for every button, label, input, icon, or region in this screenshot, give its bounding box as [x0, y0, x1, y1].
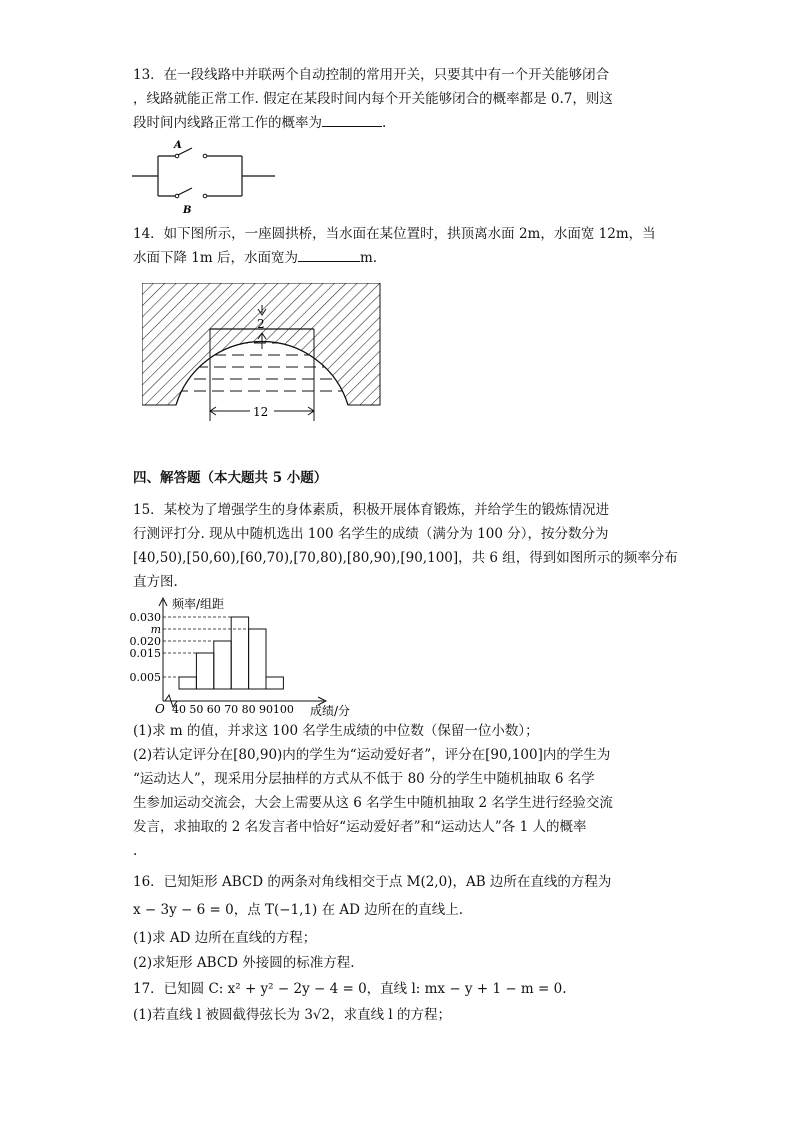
- q15-line-2: 行测评打分. 现从中随机选出 100 名学生的成绩（满分为 100 分），按分数分为: [133, 526, 609, 542]
- frequency-histogram: [128, 596, 373, 718]
- q15-part-2-line-3: 生参加运动交流会，大会上需要从这 6 名学生中随机抽取 2 名学生进行经验交流: [133, 795, 613, 811]
- histogram-bar-3: [214, 641, 231, 689]
- switch-a-label: A: [174, 140, 182, 151]
- x-tick-label-3: 60: [206, 703, 221, 716]
- x-tick-label-5: 80: [241, 703, 256, 716]
- q13-line-2: ，线路就能正常工作. 假定在某段时间内每个开关能够闭合的概率都是 0.7，则这: [133, 91, 613, 107]
- q16-part-1: (1)求 AD 边所在直线的方程；: [133, 930, 317, 946]
- q15-part-2-line-5: .: [133, 843, 138, 859]
- q14-answer-blank: [298, 249, 360, 262]
- histogram-bar-6: [266, 677, 283, 689]
- histogram-bar-4: [231, 617, 248, 689]
- q15-part-1: (1)求 m 的值，并求这 100 名学生成绩的中位数（保留一位小数）；: [133, 723, 539, 739]
- q14-unit: m.: [359, 250, 378, 266]
- y-tick-label-3: 0.020: [129, 635, 161, 648]
- q14-line-1: 14．如下图所示，一座圆拱桥，当水面在某位置时，拱顶离水面 2m，水面宽 12m，当: [133, 226, 656, 242]
- q13-answer-blank: [322, 114, 382, 127]
- q15-part-2-line-2: “运动达人”，现采用分层抽样的方式从不低于 80 分的学生中随机抽取 6 名学: [133, 771, 595, 787]
- x-axis-label: 成绩/分: [310, 704, 351, 718]
- q15-line-3: [40,50),[50,60),[60,70),[70,80),[80,90),[90,100]，共 6 组，得到如图所示的频率分布: [133, 550, 678, 566]
- x-tick-label-1: 40: [172, 703, 186, 716]
- q15-line-4: 直方图.: [133, 574, 178, 590]
- histogram-bar-5: [249, 629, 266, 689]
- water-width-label: 12: [253, 405, 269, 419]
- x-tick-label-4: 70: [224, 703, 239, 716]
- arch-height-label: 2: [257, 317, 265, 331]
- y-axis-label: 频率/组距: [172, 597, 225, 611]
- q13-line-1: 13．在一段线路中并联两个自动控制的常用开关，只要其中有一个开关能够闭合: [133, 67, 610, 83]
- x-tick-label-2: 50: [189, 703, 204, 716]
- q17-line-1: 17．已知圆 C: x² + y² − 2y − 4 = 0，直线 l: mx − y + 1 − m = 0.: [133, 981, 567, 997]
- q17-part-1: (1)若直线 l 被圆截得弦长为 3√2，求直线 l 的方程；: [133, 1007, 451, 1023]
- section-4-heading: 四、解答题（本大题共 5 小题）: [133, 470, 328, 486]
- origin-label: O: [155, 702, 165, 716]
- histogram-bar-1: [179, 677, 196, 689]
- q16-line-1: 16．已知矩形 ABCD 的两条对角线相交于点 M(2,0)，AB 边所在直线的方程为: [133, 874, 612, 890]
- switch-circuit-diagram: [130, 136, 280, 216]
- histogram-bar-2: [196, 653, 213, 689]
- q13-line-3: [133, 114, 386, 132]
- q15-line-1: 15．某校为了增强学生的身体素质，积极开展体育锻炼，并给学生的锻炼情况进: [133, 502, 610, 518]
- y-tick-label-4: 0.015: [129, 647, 161, 660]
- q16-part-2: (2)求矩形 ABCD 外接圆的标准方程.: [133, 955, 355, 971]
- q15-part-2-line-4: 发言，求抽取的 2 名发言者中恰好“运动爱好者”和“运动达人”各 1 人的概率: [133, 819, 587, 835]
- y-tick-label-1: 0.030: [129, 611, 161, 624]
- q15-part-2-line-1: (2)若认定评分在[80,90)内的学生为“运动爱好者”，评分在[90,100]内的学生为: [133, 747, 611, 763]
- q13-line-3-text: 段时间内线路正常工作的概率为: [133, 115, 322, 131]
- x-tick-label-7: 100: [272, 703, 294, 716]
- q14-line-2: [133, 249, 377, 267]
- q16-line-2: x − 3y − 6 = 0，点 T(−1,1) 在 AD 边所在的直线上.: [133, 902, 464, 918]
- y-tick-label-2: m: [150, 623, 161, 636]
- arch-bridge-diagram: [142, 283, 382, 425]
- y-tick-label-5: 0.005: [129, 671, 161, 684]
- x-tick-label-6: 90: [259, 703, 273, 716]
- switch-b-label: B: [183, 205, 192, 216]
- q14-line-2-text: 水面下降 1m 后，水面宽为: [133, 250, 298, 266]
- q13-period: .: [382, 115, 387, 131]
